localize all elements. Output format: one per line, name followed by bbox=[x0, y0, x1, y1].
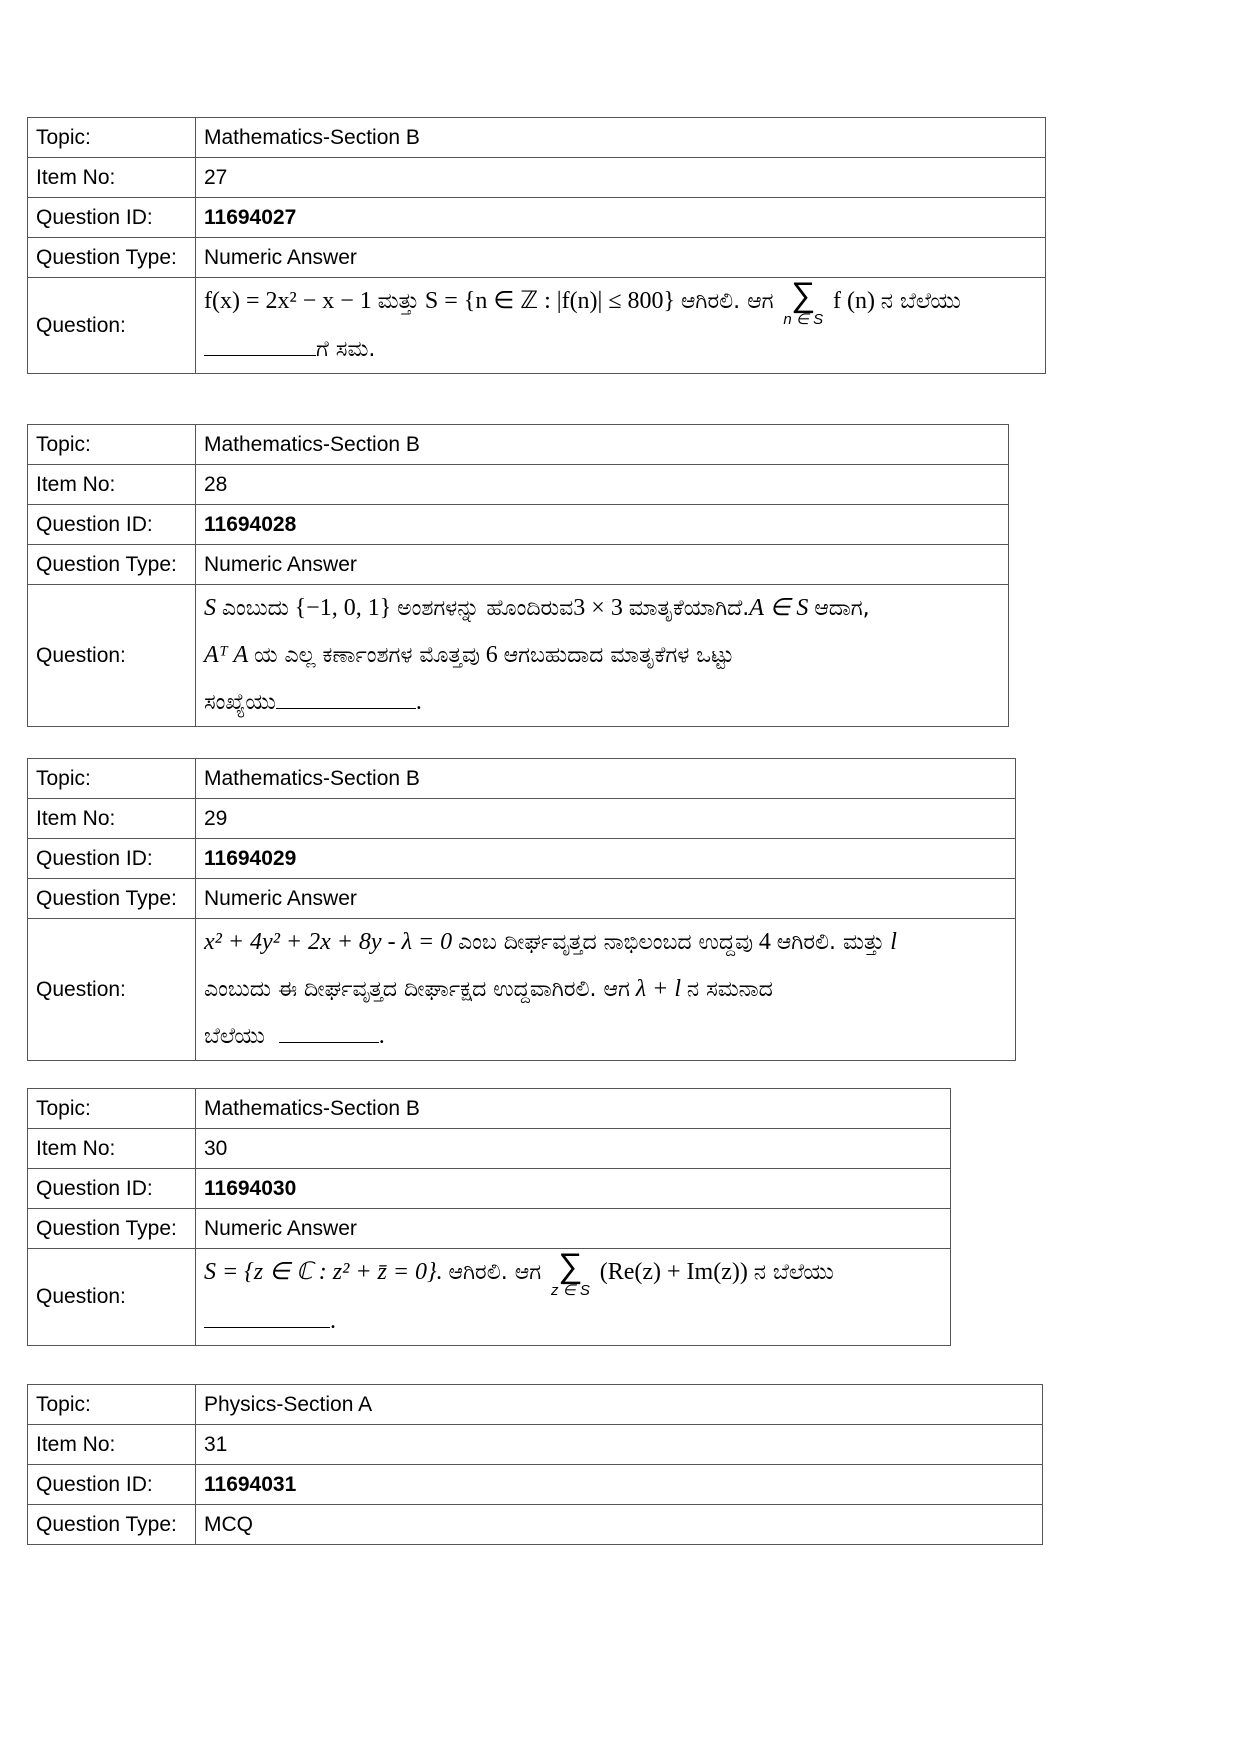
question-id-label: Question ID: bbox=[28, 839, 196, 879]
item-no-value: 28 bbox=[196, 465, 1009, 505]
item-no-value: 27 bbox=[196, 158, 1046, 198]
q27-math-3: f (n) bbox=[832, 288, 875, 315]
topic-label: Topic: bbox=[28, 1089, 196, 1129]
question-type-label: Question Type: bbox=[28, 1209, 196, 1249]
question-table-30 bbox=[27, 1088, 951, 1346]
q28-kn-6: ಆಗಬಹುದಾದ ಮಾತೃಕೆಗಳ ಒಟ್ಟು bbox=[503, 643, 735, 668]
item-no-row bbox=[28, 1425, 1043, 1465]
q28-kn-1: ಎಂಬುದು bbox=[221, 596, 289, 621]
question-id-value: 11694027 bbox=[196, 198, 1046, 238]
question-type-label: Question Type: bbox=[28, 238, 196, 278]
q29-math-2: 4 bbox=[758, 929, 771, 955]
question-type-value: Numeric Answer bbox=[196, 545, 1009, 585]
topic-row bbox=[28, 1089, 951, 1129]
question-id-row bbox=[28, 839, 1016, 879]
question-id-label: Question ID: bbox=[28, 1169, 196, 1209]
item-no-label: Item No: bbox=[28, 799, 196, 839]
topic-value: Mathematics-Section B bbox=[196, 1089, 951, 1129]
question-row bbox=[28, 278, 1046, 374]
question-table-31 bbox=[27, 1384, 1043, 1545]
item-no-label: Item No: bbox=[28, 465, 196, 505]
question-text bbox=[196, 278, 1046, 374]
q30-end: . bbox=[330, 1308, 336, 1334]
answer-blank bbox=[204, 335, 316, 356]
topic-label: Topic: bbox=[28, 118, 196, 158]
question-id-label: Question ID: bbox=[28, 505, 196, 545]
question-id-row bbox=[28, 198, 1046, 238]
question-type-value: Numeric Answer bbox=[196, 238, 1046, 278]
q29-math-1: x² + 4y² + 2x + 8y - λ = 0 bbox=[204, 929, 453, 955]
question-id-value: 11694031 bbox=[196, 1465, 1043, 1505]
question-row bbox=[28, 919, 1016, 1061]
q28-kn-3: ಮಾತೃಕೆಯಾಗಿದೆ. bbox=[628, 596, 750, 621]
question-id-row bbox=[28, 1465, 1043, 1505]
q27-math-2: S = {n ∈ ℤ : |f(n)| ≤ 800} bbox=[424, 288, 676, 315]
q28-math-1: S bbox=[204, 595, 216, 621]
q29-math-3: l bbox=[890, 929, 897, 955]
q29-kn-3: ಎಂಬುದು ಈ ದೀರ್ಘವೃತ್ತದ ದೀರ್ಘಾಕ್ಷದ ಉದ್ದವಾಗಿರಲಿ. ಆಗ bbox=[204, 977, 630, 1002]
question-type-row bbox=[28, 879, 1016, 919]
q30-kn-2: ನ ಬೆಲೆಯು bbox=[753, 1260, 834, 1286]
item-no-label: Item No: bbox=[28, 1129, 196, 1169]
q28-math-6: 6 bbox=[485, 642, 498, 668]
topic-value: Mathematics-Section B bbox=[196, 425, 1009, 465]
item-no-value: 30 bbox=[196, 1129, 951, 1169]
q28-math-2: {−1, 0, 1} bbox=[294, 595, 392, 621]
item-no-row bbox=[28, 158, 1046, 198]
summation: ∑ z ∈ S bbox=[550, 1247, 590, 1299]
q29-kn-1: ಎಂಬ ದೀರ್ಘವೃತ್ತದ ನಾಭಿಲಂಬದ ಉದ್ದವು bbox=[458, 930, 754, 955]
answer-blank bbox=[204, 1307, 330, 1328]
question-type-value: Numeric Answer bbox=[196, 1209, 951, 1249]
q29-kn-2: ಆಗಿರಲಿ. ಮತ್ತು bbox=[776, 930, 885, 955]
question-label: Question: bbox=[28, 278, 196, 374]
question-row bbox=[28, 1249, 951, 1346]
answer-blank bbox=[279, 1022, 379, 1043]
q29-kn-4: ನ ಸಮನಾದ bbox=[686, 977, 773, 1002]
q29-end: . bbox=[378, 1023, 385, 1049]
question-type-label: Question Type: bbox=[28, 545, 196, 585]
topic-value: Mathematics-Section B bbox=[196, 759, 1016, 799]
summation: ∑ n ∈ S bbox=[783, 276, 824, 328]
q28-kn-5: ಯ ಎಲ್ಲ ಕರ್ಣಾಂಶಗಳ ಮೊತ್ತವು bbox=[254, 643, 480, 668]
question-label: Question: bbox=[28, 585, 196, 727]
question-label: Question: bbox=[28, 919, 196, 1061]
question-text bbox=[196, 585, 1009, 727]
question-type-value: MCQ bbox=[196, 1505, 1043, 1545]
topic-value: Physics-Section A bbox=[196, 1385, 1043, 1425]
q30-math-2: (Re(z) + Im(z)) bbox=[599, 1259, 748, 1286]
q28-math-4: A ∈ S bbox=[749, 595, 809, 621]
question-id-value: 11694030 bbox=[196, 1169, 951, 1209]
question-type-row bbox=[28, 1505, 1043, 1545]
q29-math-4: λ + l bbox=[635, 976, 681, 1002]
question-type-row bbox=[28, 1209, 951, 1249]
question-table-28 bbox=[27, 424, 1009, 727]
question-text bbox=[196, 919, 1016, 1061]
q28-kn-4: ಆದಾಗ, bbox=[814, 596, 870, 621]
question-text bbox=[196, 1249, 951, 1346]
q28-math-5: Aᵀ A bbox=[204, 642, 249, 668]
question-type-label: Question Type: bbox=[28, 1505, 196, 1545]
item-no-row bbox=[28, 799, 1016, 839]
question-id-value: 11694029 bbox=[196, 839, 1016, 879]
item-no-value: 29 bbox=[196, 799, 1016, 839]
question-table-29 bbox=[27, 758, 1016, 1061]
question-id-row bbox=[28, 1169, 951, 1209]
q27-math-1: f(x) = 2x² − x − 1 bbox=[204, 288, 372, 315]
question-type-value: Numeric Answer bbox=[196, 879, 1016, 919]
topic-row bbox=[28, 425, 1009, 465]
q28-kn-7: ಸಂಖ್ಯೆಯು bbox=[204, 690, 276, 715]
item-no-value: 31 bbox=[196, 1425, 1043, 1465]
topic-row bbox=[28, 118, 1046, 158]
answer-blank bbox=[276, 688, 416, 709]
item-no-label: Item No: bbox=[28, 1425, 196, 1465]
q30-math-1: S = {z ∈ ℂ : z² + z̄ = 0}. bbox=[204, 1259, 443, 1286]
q28-math-3: 3 × 3 bbox=[573, 595, 623, 621]
question-id-value: 11694028 bbox=[196, 505, 1009, 545]
item-no-row bbox=[28, 1129, 951, 1169]
topic-label: Topic: bbox=[28, 425, 196, 465]
q27-kn-3: ನ ಬೆಲೆಯು bbox=[880, 289, 961, 315]
q29-kn-5: ಬೆಲೆಯು bbox=[204, 1024, 265, 1049]
q28-kn-2: ಅಂಶಗಳನ್ನು ಹೊಂದಿರುವ bbox=[397, 596, 574, 621]
topic-label: Topic: bbox=[28, 759, 196, 799]
q30-kn-1: ಆಗಿರಲಿ. ಆಗ bbox=[448, 1260, 542, 1286]
question-type-row bbox=[28, 545, 1009, 585]
question-type-label: Question Type: bbox=[28, 879, 196, 919]
q27-kn-4: ಗೆ ಸಮ. bbox=[316, 337, 376, 362]
question-type-row bbox=[28, 238, 1046, 278]
topic-row bbox=[28, 1385, 1043, 1425]
question-label: Question: bbox=[28, 1249, 196, 1346]
q27-kn-1: ಮತ್ತು bbox=[377, 289, 420, 315]
topic-label: Topic: bbox=[28, 1385, 196, 1425]
question-id-label: Question ID: bbox=[28, 198, 196, 238]
q27-kn-2: ಆಗಿರಲಿ. ಆಗ bbox=[680, 289, 774, 315]
topic-row bbox=[28, 759, 1016, 799]
q28-end: . bbox=[415, 689, 422, 715]
item-no-label: Item No: bbox=[28, 158, 196, 198]
question-table-27 bbox=[27, 117, 1046, 374]
topic-value: Mathematics-Section B bbox=[196, 118, 1046, 158]
question-id-label: Question ID: bbox=[28, 1465, 196, 1505]
question-row bbox=[28, 585, 1009, 727]
item-no-row bbox=[28, 465, 1009, 505]
question-id-row bbox=[28, 505, 1009, 545]
